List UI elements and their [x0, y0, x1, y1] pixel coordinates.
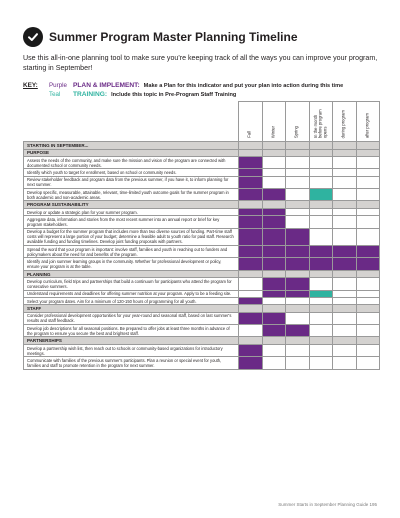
section-fill-cell [356, 305, 380, 313]
section-fill-cell [262, 201, 286, 209]
table-row [24, 169, 380, 176]
section-fill-cell [286, 305, 310, 313]
table-row [24, 189, 380, 201]
table-row [24, 176, 380, 188]
section-fill-cell [262, 337, 286, 345]
timeline-cell [309, 208, 333, 215]
column-header-label: Spring [293, 125, 299, 138]
table-row [24, 157, 380, 169]
plan-implement-cell [262, 216, 286, 228]
timeline-cell [286, 344, 310, 356]
section-fill-cell [286, 337, 310, 345]
plan-implement-cell [262, 246, 286, 258]
timeline-cell [333, 297, 357, 304]
timeline-cell [309, 357, 333, 369]
section-title: PARTNERSHIPS [24, 337, 239, 345]
task-description: Aggregate data, information and stories from the most recent summer into an annual report or brief for key program stakeholders. [24, 216, 239, 228]
timeline-cell [356, 312, 380, 324]
plan-implement-cell [356, 246, 380, 258]
section-fill-cell [309, 142, 333, 150]
timeline-cell [333, 312, 357, 324]
timeline-cell [309, 325, 333, 337]
timeline-cell [356, 290, 380, 297]
timeline-cell [356, 357, 380, 369]
timeline-cell [286, 189, 310, 201]
task-description: Review stakeholder feedback and program data from the previous summer, if you have it, to inform planning for next summer. [24, 176, 239, 188]
section-fill-cell [286, 270, 310, 278]
key-purple-text: Make a Plan for this indicator and put your plan into action during this time [143, 83, 344, 89]
task-description: Communicate with families of the previous summer's participants. Plan a reunion or special event for youth, families and staff to promote retention in the program for next summer. [24, 357, 239, 369]
timeline-cell [286, 169, 310, 176]
timeline-cell [333, 278, 357, 290]
plan-implement-cell [239, 157, 263, 169]
key-label: KEY: [23, 82, 38, 89]
section-fill-cell [286, 142, 310, 150]
plan-implement-cell [262, 312, 286, 324]
column-header [262, 102, 286, 142]
section-fill-cell [239, 142, 263, 150]
section-fill-cell [309, 337, 333, 345]
task-description: Spread the word that your program is important: involve staff, families and youth in reaching out to funders and policymakers about the need for and benefits of the program. [24, 246, 239, 258]
task-description: Select your program dates. Aim for a minimum of 120-150 hours of programming for all youth. [24, 297, 239, 304]
timeline-cell [286, 208, 310, 215]
plan-implement-cell [239, 228, 263, 245]
column-header [239, 102, 263, 142]
timeline-cell [262, 344, 286, 356]
table-row [24, 344, 380, 356]
section-fill-cell [286, 201, 310, 209]
timeline-cell [309, 344, 333, 356]
timeline-cell [286, 216, 310, 228]
timeline-cell [309, 169, 333, 176]
timeline-cell [333, 228, 357, 245]
key-purple-heading: PLAN & IMPLEMENT: [73, 82, 140, 89]
plan-implement-cell [262, 325, 286, 337]
timeline-cell [356, 176, 380, 188]
plan-implement-cell [239, 312, 263, 324]
timeline-cell [239, 325, 263, 337]
plan-implement-cell [333, 258, 357, 270]
table-row [24, 208, 380, 215]
timeline-cell [356, 157, 380, 169]
column-header-row [24, 102, 380, 142]
plan-implement-cell [239, 189, 263, 201]
section-fill-cell [262, 305, 286, 313]
column-header [356, 102, 380, 142]
plan-implement-cell [262, 290, 286, 297]
key-purple-name: Purple [49, 82, 67, 89]
section-title: STARTING IN SEPTEMBER... [24, 142, 239, 150]
section-fill-cell [309, 149, 333, 157]
key-teal-name: Teal [49, 90, 61, 98]
section-fill-cell [333, 142, 357, 150]
table-row [24, 258, 380, 270]
task-description: Develop job descriptions for all seasonal positions. Be prepared to offer jobs at least three months in advance of the program to ensure you secure the best and brightest staff. [24, 325, 239, 337]
timeline-cell [333, 208, 357, 215]
section-title: PROGRAM SUSTAINABILITY [24, 201, 239, 209]
training-cell [309, 189, 333, 201]
section-title: PURPOSE [24, 149, 239, 157]
table-row [24, 228, 380, 245]
column-header [333, 102, 357, 142]
section-fill-cell [286, 149, 310, 157]
section-fill-cell [239, 305, 263, 313]
plan-implement-cell [262, 228, 286, 245]
page-header [23, 26, 383, 48]
timeline-cell [309, 216, 333, 228]
planning-timeline-table [23, 101, 380, 370]
timeline-cell [262, 169, 286, 176]
plan-implement-cell [286, 325, 310, 337]
table-row [24, 297, 380, 304]
task-description: Develop specific, measurable, attainable, relevant, time-limited youth outcome goals for the summer program in both academic and non-academic areas. [24, 189, 239, 201]
timeline-cell [309, 176, 333, 188]
plan-implement-cell [239, 176, 263, 188]
timeline-cell [356, 208, 380, 215]
section-fill-cell [262, 149, 286, 157]
timeline-cell [333, 169, 357, 176]
column-header-label: after program [364, 112, 370, 138]
table-row [24, 290, 380, 297]
section-fill-cell [356, 149, 380, 157]
timeline-cell [333, 157, 357, 169]
timeline-cell [286, 157, 310, 169]
plan-implement-cell [356, 258, 380, 270]
page-title: Summer Program Master Planning Timeline [49, 30, 298, 44]
timeline-cell [262, 297, 286, 304]
table-row [24, 278, 380, 290]
task-description: Assess the needs of the community, and make sure the mission and vision of the program are connected with documented school or community needs. [24, 157, 239, 169]
section-fill-cell [309, 270, 333, 278]
task-description: Identify and join summer learning groups in the community. Whether for professional development or policy, ensure your program is at the table. [24, 258, 239, 270]
column-header-label: Winter [270, 125, 276, 138]
section-title: PLANNING [24, 270, 239, 278]
timeline-cell [239, 278, 263, 290]
timeline-cell [262, 157, 286, 169]
plan-implement-cell [262, 278, 286, 290]
timeline-cell [333, 357, 357, 369]
task-description: Develop a budget for the summer program that includes more than two diverse sources of funding. Part-time staff costs will represent a large portion of your budget; determine a feasible adult to youth ratio for paid staff. Research available funding and funding timelines. Develop joint funding proposals with partners. [24, 228, 239, 245]
timeline-cell [309, 278, 333, 290]
column-header-label: In the month before program opens [312, 109, 328, 138]
plan-implement-cell [239, 246, 263, 258]
timeline-cell [333, 189, 357, 201]
timeline-cell [356, 278, 380, 290]
timeline-cell [286, 357, 310, 369]
section-fill-cell [356, 337, 380, 345]
section-fill-cell [356, 270, 380, 278]
task-description: Identify which youth to target for enrollment, based on school or community needs. [24, 169, 239, 176]
task-description: Develop or update a strategic plan for your summer program. [24, 208, 239, 215]
checkmark-icon [23, 27, 43, 47]
training-cell [309, 290, 333, 297]
timeline-cell [239, 290, 263, 297]
section-header-row [24, 270, 380, 278]
page-footer: Summer Starts in September Planning Guide 195 [278, 502, 377, 507]
plan-implement-cell [239, 169, 263, 176]
timeline-cell [333, 290, 357, 297]
section-fill-cell [333, 305, 357, 313]
plan-implement-cell [262, 189, 286, 201]
task-description: Develop a partnership wish list, then reach out to schools or community-based organizations for introductory meetings. [24, 344, 239, 356]
plan-implement-cell [286, 258, 310, 270]
timeline-cell [333, 216, 357, 228]
plan-implement-cell [333, 246, 357, 258]
timeline-cell [309, 312, 333, 324]
section-header-row [24, 142, 380, 150]
timeline-cell [333, 176, 357, 188]
timeline-cell [356, 216, 380, 228]
timeline-cell [286, 312, 310, 324]
plan-implement-cell [262, 258, 286, 270]
section-fill-cell [239, 337, 263, 345]
plan-implement-cell [309, 246, 333, 258]
key-teal-text: Include this topic in Pre-Program Staff Training [111, 91, 237, 98]
section-fill-cell [239, 149, 263, 157]
timeline-cell [333, 344, 357, 356]
timeline-cell [309, 297, 333, 304]
column-header [309, 102, 333, 142]
timeline-cell [286, 176, 310, 188]
task-description: Develop curriculum, field trips and partnerships that build a continuum for participants who attend the program for consecutive summers. [24, 278, 239, 290]
plan-implement-cell [262, 208, 286, 215]
section-fill-cell [239, 201, 263, 209]
section-fill-cell [356, 201, 380, 209]
plan-implement-cell [239, 208, 263, 215]
section-header-row [24, 337, 380, 345]
column-header-label: Fall [246, 131, 252, 138]
timeline-cell [356, 228, 380, 245]
table-row [24, 246, 380, 258]
timeline-cell [333, 325, 357, 337]
section-fill-cell [309, 305, 333, 313]
timeline-cell [286, 297, 310, 304]
table-row [24, 312, 380, 324]
plan-implement-cell [239, 216, 263, 228]
column-header-label: during program [340, 109, 346, 138]
timeline-cell [356, 325, 380, 337]
section-fill-cell [333, 149, 357, 157]
plan-implement-cell [286, 228, 310, 245]
table-row [24, 325, 380, 337]
table-row [24, 357, 380, 369]
section-fill-cell [262, 270, 286, 278]
key-teal-heading: TRAINING: [73, 90, 108, 98]
section-fill-cell [309, 201, 333, 209]
column-header [286, 102, 310, 142]
timeline-cell [356, 169, 380, 176]
timeline-cell [356, 344, 380, 356]
section-fill-cell [333, 201, 357, 209]
intro-text: Use this all-in-one planning tool to make sure you're keeping track of all the ways you can improve your program, starting in September! [23, 54, 378, 72]
section-fill-cell [333, 270, 357, 278]
section-fill-cell [239, 270, 263, 278]
task-description: Consider professional development opportunities for your year-round and seasonal staff, based on last summer's results and staff feedback. [24, 312, 239, 324]
timeline-cell [309, 228, 333, 245]
color-key [23, 82, 383, 99]
timeline-cell [309, 157, 333, 169]
timeline-cell [356, 189, 380, 201]
plan-implement-cell [286, 246, 310, 258]
section-fill-cell [356, 142, 380, 150]
task-description: Understand requirements and deadlines for offering summer nutrition at your program. Apply to be a feeding site. [24, 290, 239, 297]
plan-implement-cell [239, 357, 263, 369]
section-header-row [24, 305, 380, 313]
section-title: STAFF [24, 305, 239, 313]
section-fill-cell [262, 142, 286, 150]
plan-implement-cell [239, 344, 263, 356]
section-header-row [24, 149, 380, 157]
timeline-cell [262, 357, 286, 369]
timeline-cell [262, 176, 286, 188]
plan-implement-cell [286, 290, 310, 297]
section-header-row [24, 201, 380, 209]
section-fill-cell [333, 337, 357, 345]
timeline-cell [356, 297, 380, 304]
plan-implement-cell [239, 258, 263, 270]
plan-implement-cell [286, 278, 310, 290]
table-row [24, 216, 380, 228]
plan-implement-cell [239, 297, 263, 304]
plan-implement-cell [309, 258, 333, 270]
